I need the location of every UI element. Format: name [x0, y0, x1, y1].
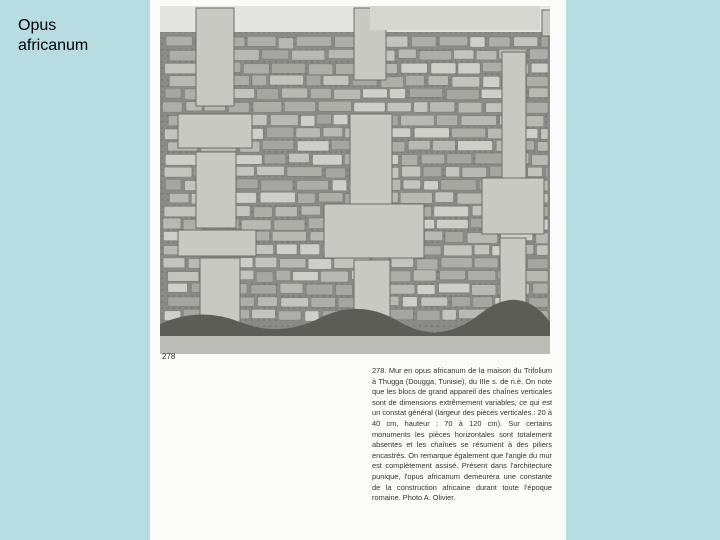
rubble-stone [301, 116, 315, 127]
rubble-stone [272, 231, 306, 241]
rubble-stone [296, 128, 320, 138]
rubble-stone [532, 155, 548, 166]
rubble-stone [454, 50, 474, 59]
rubble-stone [236, 179, 258, 189]
rubble-stone [318, 101, 351, 111]
rubble-stone [419, 51, 451, 60]
rubble-stone [474, 258, 498, 268]
rubble-stone [421, 297, 448, 306]
rubble-stone [536, 233, 548, 244]
rubble-stone [439, 283, 470, 292]
rubble-stone [546, 168, 548, 178]
rubble-stone [403, 297, 418, 307]
rubble-stone [417, 310, 440, 320]
rubble-stone [264, 154, 286, 164]
rubble-stone [442, 310, 456, 320]
rubble-stone [335, 36, 355, 47]
rubble-stone [165, 63, 200, 73]
rubble-stone [483, 76, 500, 87]
rubble-stone [300, 244, 320, 255]
rubble-stone [301, 206, 320, 215]
rubble-stone [527, 77, 548, 87]
rubble-stone [400, 193, 432, 204]
rubble-stone [428, 76, 448, 86]
rubble-stone [473, 297, 493, 307]
figure-caption: 278. Mur en opus africanum de la maison du Trifolium à Thugga (Dougga, Tunisie), du IIIe s. de n.è. On note que les blocs de grand appareil des chaînes verticales sont de dimensions extrêmement variables, ce qui est un constat général (largeur des pièces verticales : 20 à 40 cm, hauteur : 70 à 120 cm). Sur certains monuments les pièces horizontales sont totalement absentes et les chaînes se résument à des piliers encastrés. On remarque également que l'angle du mur est complètement assisé. Présent dans l'architecture punique, l'opus africanum demeurera une constante de la construction africaine durant toute l'époque romaine. Photo A. Olivier. [372, 366, 552, 503]
rubble-stone [435, 192, 454, 202]
rubble-stone [390, 89, 406, 99]
rubble-stone [538, 142, 549, 151]
rubble-stone [280, 259, 306, 268]
rubble-stone [336, 285, 353, 296]
rubble-stone [401, 63, 427, 73]
rubble-stone [258, 297, 278, 306]
rubble-stone [529, 88, 548, 98]
rubble-stone [275, 207, 297, 217]
rubble-stone [462, 167, 487, 177]
rubble-stone [452, 297, 471, 307]
rubble-stone [452, 77, 480, 87]
rubble-stone [257, 166, 285, 175]
rubble-stone [423, 167, 441, 177]
rubble-stone [399, 49, 417, 58]
rubble-stone [253, 102, 282, 113]
rubble-stone [417, 259, 438, 270]
rubble-stone [440, 270, 466, 279]
rubble-stone [251, 285, 276, 294]
rubble-stone [168, 283, 188, 292]
rubble-stone [257, 89, 279, 100]
rubble-stone [252, 75, 267, 86]
rubble-stone [287, 167, 322, 176]
rubble-stone [272, 63, 306, 73]
rubble-stone [297, 181, 329, 191]
rubble-stone [306, 284, 333, 295]
rubble-stone [439, 36, 467, 45]
rubble-stone [414, 102, 428, 112]
book-page [150, 0, 566, 540]
rubble-stone [164, 206, 197, 216]
figure-number: 278 [162, 352, 176, 361]
rubble-stone [401, 115, 434, 125]
rubble-stone [277, 244, 298, 254]
rubble-stone [261, 180, 293, 191]
rubble-stone [168, 297, 203, 306]
rubble-stone [270, 75, 304, 85]
rubble-stone [468, 271, 496, 281]
rubble-stone [354, 102, 385, 111]
rubble-stone [298, 193, 315, 203]
rubble-stone [409, 88, 442, 97]
rubble-stone [476, 51, 497, 60]
rubble-stone [309, 64, 333, 75]
rubble-stone [282, 88, 308, 98]
rubble-stone [241, 220, 271, 230]
rubble-stone [243, 64, 269, 74]
rubble-stone [447, 90, 480, 100]
rubble-stone [433, 141, 456, 151]
rubble-stone [436, 115, 457, 126]
rubble-stone [165, 155, 197, 166]
rubble-stone [414, 270, 437, 281]
rubble-stone [319, 193, 343, 202]
rubble-stone [170, 194, 189, 203]
rubble-stone [437, 220, 469, 229]
rubble-stone [321, 271, 349, 282]
rubble-stone [472, 285, 496, 296]
rubble-stone [461, 116, 496, 126]
rubble-stone [452, 128, 486, 138]
rubble-stone [474, 245, 489, 255]
rubble-stone [481, 89, 502, 98]
rubble-stone [424, 181, 439, 190]
rubble-stone [403, 180, 420, 189]
rubble-stone [528, 167, 543, 176]
rubble-stone [531, 63, 548, 73]
rubble-stone [267, 127, 294, 138]
rubble-stone [233, 155, 262, 164]
rubble-stone [255, 257, 277, 267]
rubble-stone [444, 245, 472, 256]
rubble-stone [489, 37, 510, 47]
rubble-stone [417, 285, 435, 295]
rubble-stone [252, 309, 275, 318]
rubble-stone [262, 50, 289, 59]
rubble-stone [447, 154, 472, 164]
rubble-stone [169, 76, 196, 87]
rubble-stone [434, 206, 469, 217]
rubble-stone [514, 37, 538, 47]
rubble-stone [458, 102, 481, 113]
rubble-stone [247, 36, 276, 46]
rubble-stone [323, 128, 343, 137]
rubble-stone [541, 129, 548, 139]
rubble-stone [458, 141, 493, 151]
rubble-stone [311, 89, 332, 99]
rubble-stone [289, 153, 309, 162]
rubble-stone [168, 272, 199, 282]
rubble-stone [332, 180, 346, 191]
rubble-stone [441, 180, 477, 190]
rubble-stone [306, 75, 321, 86]
rubble-stone [421, 154, 444, 164]
rubble-stone [402, 166, 421, 177]
rubble-stone [164, 167, 192, 177]
rubble-stone [525, 271, 548, 282]
rubble-stone [387, 103, 411, 112]
rubble-stone [414, 128, 449, 138]
rubble-stone [386, 36, 408, 47]
rubble-stone [260, 192, 295, 203]
rubble-stone [441, 258, 472, 268]
rubble-stone [278, 38, 293, 49]
rubble-stone [470, 37, 485, 47]
rubble-stone [274, 220, 305, 230]
rubble-stone [297, 141, 329, 151]
rubble-stone [317, 114, 331, 124]
rubble-stone [270, 115, 298, 126]
rubble-stone [528, 259, 549, 269]
rubble-stone [293, 272, 319, 281]
rubble-stone [389, 128, 410, 137]
rubble-stone [391, 258, 413, 268]
rubble-stone [326, 168, 346, 178]
rubble-stone [430, 102, 455, 112]
rubble-stone [166, 36, 192, 46]
wall-photo [160, 6, 550, 354]
slide-title: Opus africanum [18, 17, 89, 54]
rubble-stone [165, 179, 181, 190]
rubble-stone [165, 88, 181, 98]
rubble-stone [412, 37, 436, 47]
rubble-stone [406, 75, 425, 85]
rubble-stone [408, 141, 430, 150]
rubble-stone [280, 283, 303, 293]
rubble-stone [262, 140, 294, 149]
rubble-stone [311, 298, 336, 308]
rubble-stone [402, 155, 418, 166]
rubble-stone [458, 63, 480, 74]
rubble-stone [308, 259, 331, 269]
rubble-stone [530, 49, 549, 60]
rubble-stone [445, 232, 463, 243]
rubble-stone [296, 36, 331, 46]
rubble-stone [279, 311, 301, 320]
rubble-stone [313, 155, 343, 166]
rubble-stone [425, 231, 443, 240]
rubble-stone [431, 63, 456, 74]
rubble-stone [537, 245, 549, 255]
rubble-stone [284, 102, 315, 112]
rubble-stone [254, 207, 272, 218]
rubble-stone [334, 89, 361, 99]
rubble-stone [363, 89, 388, 98]
rubble-stone [163, 102, 183, 112]
rubble-stone [163, 218, 181, 229]
rubble-stone [333, 115, 348, 125]
rubble-stone [292, 50, 325, 60]
rubble-stone [256, 272, 273, 282]
rubble-stone [533, 283, 548, 294]
rubble-stone [281, 298, 309, 307]
rubble-stone [323, 76, 349, 86]
rubble-stone [446, 167, 460, 177]
rubble-stone [163, 258, 185, 268]
rubble-stone [276, 270, 291, 280]
rubble-stone [541, 37, 548, 48]
